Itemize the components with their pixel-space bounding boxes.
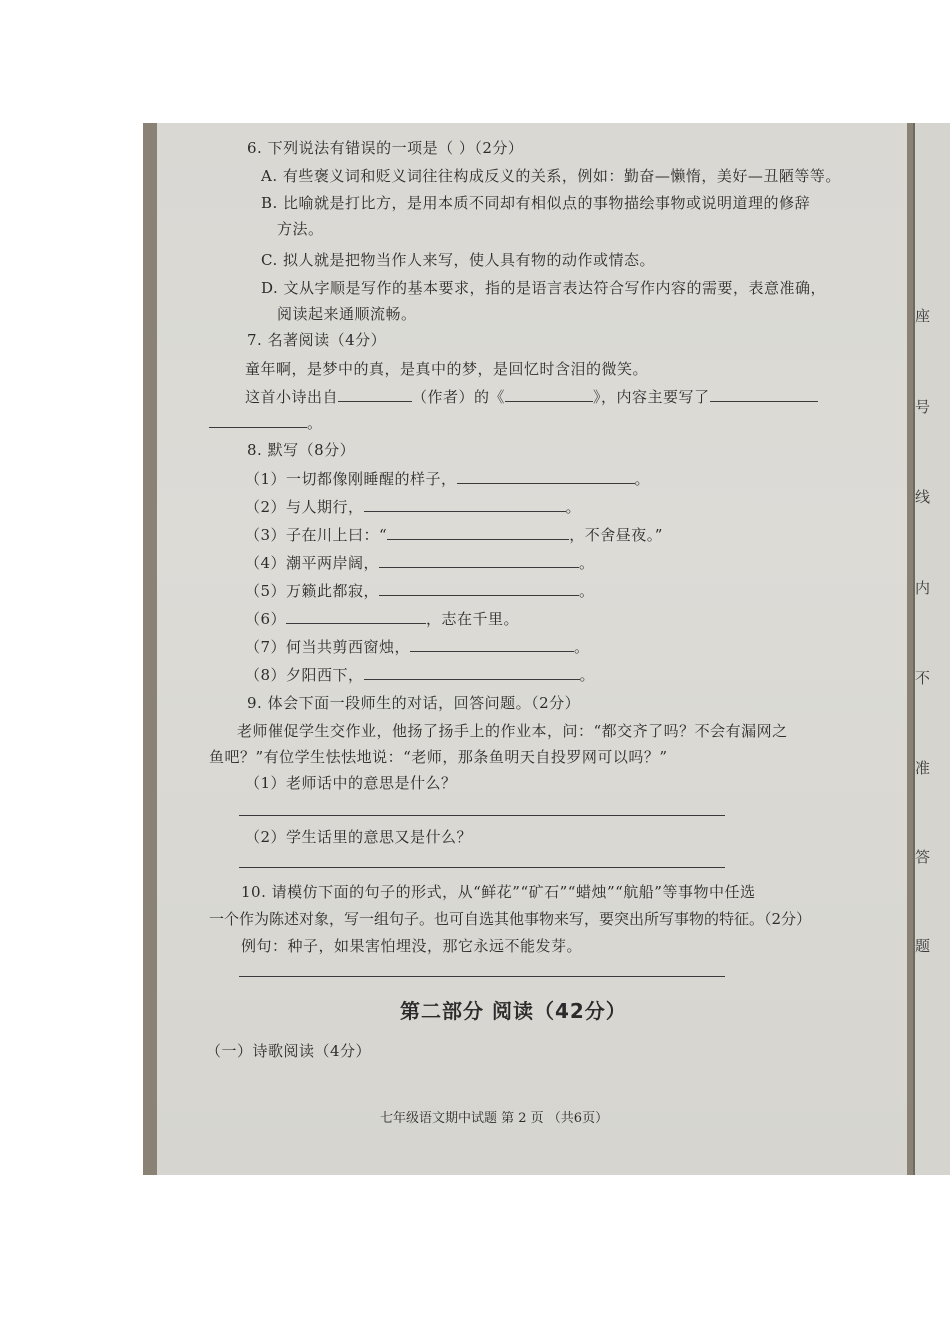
binding-char-6: 准	[915, 759, 931, 777]
q10-stem-line2: 一个作为陈述对象，写一组句子。也可自选其他事物来写，要突出所写事物的特征。（2分）	[209, 910, 812, 928]
q7-prompt-2: （作者）的《	[412, 388, 506, 406]
q8-item-7-text: （7）何当共剪西窗烛，	[245, 638, 411, 656]
q9-sub-question-1: （1）老师话中的意思是什么？	[245, 774, 457, 792]
q9-answer-line-1[interactable]	[239, 815, 725, 816]
author-blank[interactable]	[338, 387, 412, 402]
q8-item-3	[245, 525, 663, 545]
q8-item-2	[245, 497, 581, 517]
q8-blank-3[interactable]	[387, 525, 569, 540]
q9-answer-line-2[interactable]	[239, 867, 725, 868]
q8-item-8-text: （8）夕阳西下，	[245, 666, 364, 684]
q7-continuation	[209, 413, 323, 433]
q6-option-a: A. 有些褒义词和贬义词往往构成反义的关系，例如：勤奋—懒惰，美好—丑陋等等。	[261, 167, 841, 185]
q8-item-4-text: （4）潮平两岸阔，	[245, 554, 380, 572]
q8-item-6	[245, 609, 519, 629]
q8-item-8-end: 。	[579, 666, 596, 684]
q9-sub-question-2: （2）学生话里的意思又是什么？	[245, 828, 473, 846]
q8-item-6-end: ，志在千里。	[426, 610, 520, 628]
q9-dialogue-line2: 鱼吧？”有位学生怯怯地说：“老师，那条鱼明天自投罗网可以吗？”	[209, 748, 668, 766]
q9-stem: 9. 体会下面一段师生的对话，回答问题。（2分）	[247, 694, 581, 712]
q8-item-4	[245, 553, 595, 573]
q8-blank-6[interactable]	[286, 609, 426, 624]
content-blank[interactable]	[710, 387, 818, 402]
q8-item-1-end: 。	[634, 470, 651, 488]
q10-answer-line[interactable]	[239, 976, 725, 977]
content-blank-continued[interactable]	[209, 413, 307, 428]
q6-option-b-line1: B. 比喻就是打比方，是用本质不同却有相似点的事物描绘事物或说明道理的修辞	[261, 194, 811, 212]
adjacent-page-edge	[913, 123, 950, 1175]
q9-dialogue-line1: 老师催促学生交作业，他扬了扬手上的作业本，问：“都交齐了吗？不会有漏网之	[237, 722, 788, 740]
part-two-title: 第二部分 阅读（42分）	[400, 999, 627, 1023]
q7-prompt-1: 这首小诗出自	[245, 388, 339, 406]
q8-item-2-end: 。	[565, 498, 582, 516]
q10-stem-line1: 10. 请模仿下面的句子的形式，从“鲜花”“矿石”“蜡烛”“航船”等事物中任选	[241, 883, 756, 901]
q8-blank-1[interactable]	[457, 469, 635, 484]
q8-blank-5[interactable]	[379, 581, 579, 596]
q8-item-7-end: 。	[574, 638, 590, 656]
book-title-blank[interactable]	[505, 387, 593, 402]
q8-item-5-text: （5）万籁此都寂，	[245, 582, 380, 600]
q6-option-c: C. 拟人就是把物当作人来写，使人具有物的动作或情态。	[261, 251, 655, 269]
q8-item-6-text: （6）	[245, 610, 287, 628]
q8-blank-4[interactable]	[379, 553, 579, 568]
binding-char-4: 内	[915, 579, 931, 597]
binding-char-8: 题	[915, 937, 931, 955]
q8-item-8	[245, 665, 595, 685]
q7-poem: 童年啊，是梦中的真，是真中的梦，是回忆时含泪的微笑。	[245, 360, 649, 378]
binding-char-5: 不	[915, 669, 931, 687]
q8-item-2-text: （2）与人期行，	[245, 498, 364, 516]
q10-example: 例句：种子，如果害怕埋没，那它永远不能发芽。	[241, 937, 583, 955]
q8-item-3-text: （3）子在川上曰：“	[245, 526, 388, 544]
q6-option-d-line1: D. 文从字顺是写作的基本要求，指的是语言表达符合写作内容的需要，表意准确，	[261, 279, 827, 297]
q7-prompt-3: 》，内容主要写了	[593, 388, 710, 406]
q6-option-b-line2: 方法。	[277, 220, 324, 238]
q8-item-5-end: 。	[579, 582, 595, 600]
q7-prompt-end: 。	[307, 414, 323, 432]
q8-item-1-text: （1）一切都像刚睡醒的样子，	[245, 470, 457, 488]
binding-char-7: 答	[915, 848, 931, 866]
q8-item-3-end: ，不舍昼夜。”	[569, 526, 663, 544]
q8-item-5	[245, 581, 595, 601]
q6-option-d-line2: 阅读起来通顺流畅。	[277, 305, 417, 323]
q7-stem: 7. 名著阅读（4分）	[247, 331, 387, 349]
q8-item-7	[245, 637, 590, 657]
q7-question	[245, 387, 818, 407]
poetry-reading-heading: （一）诗歌阅读（4分）	[206, 1042, 372, 1060]
binding-char-3: 线	[915, 488, 931, 506]
q8-stem: 8. 默写（8分）	[247, 441, 356, 459]
q8-blank-8[interactable]	[364, 665, 580, 680]
q8-item-1	[245, 469, 650, 489]
q8-blank-7[interactable]	[410, 637, 574, 652]
q8-item-4-end: 。	[579, 554, 595, 572]
q6-stem: 6. 下列说法有错误的一项是（ ）（2分）	[247, 139, 524, 157]
binding-char-2: 号	[915, 398, 931, 416]
q8-blank-2[interactable]	[364, 497, 566, 512]
binding-char-1: 座	[915, 307, 931, 325]
page-footer: 七年级语文期中试题 第 2 页 （共6页）	[380, 1111, 609, 1126]
